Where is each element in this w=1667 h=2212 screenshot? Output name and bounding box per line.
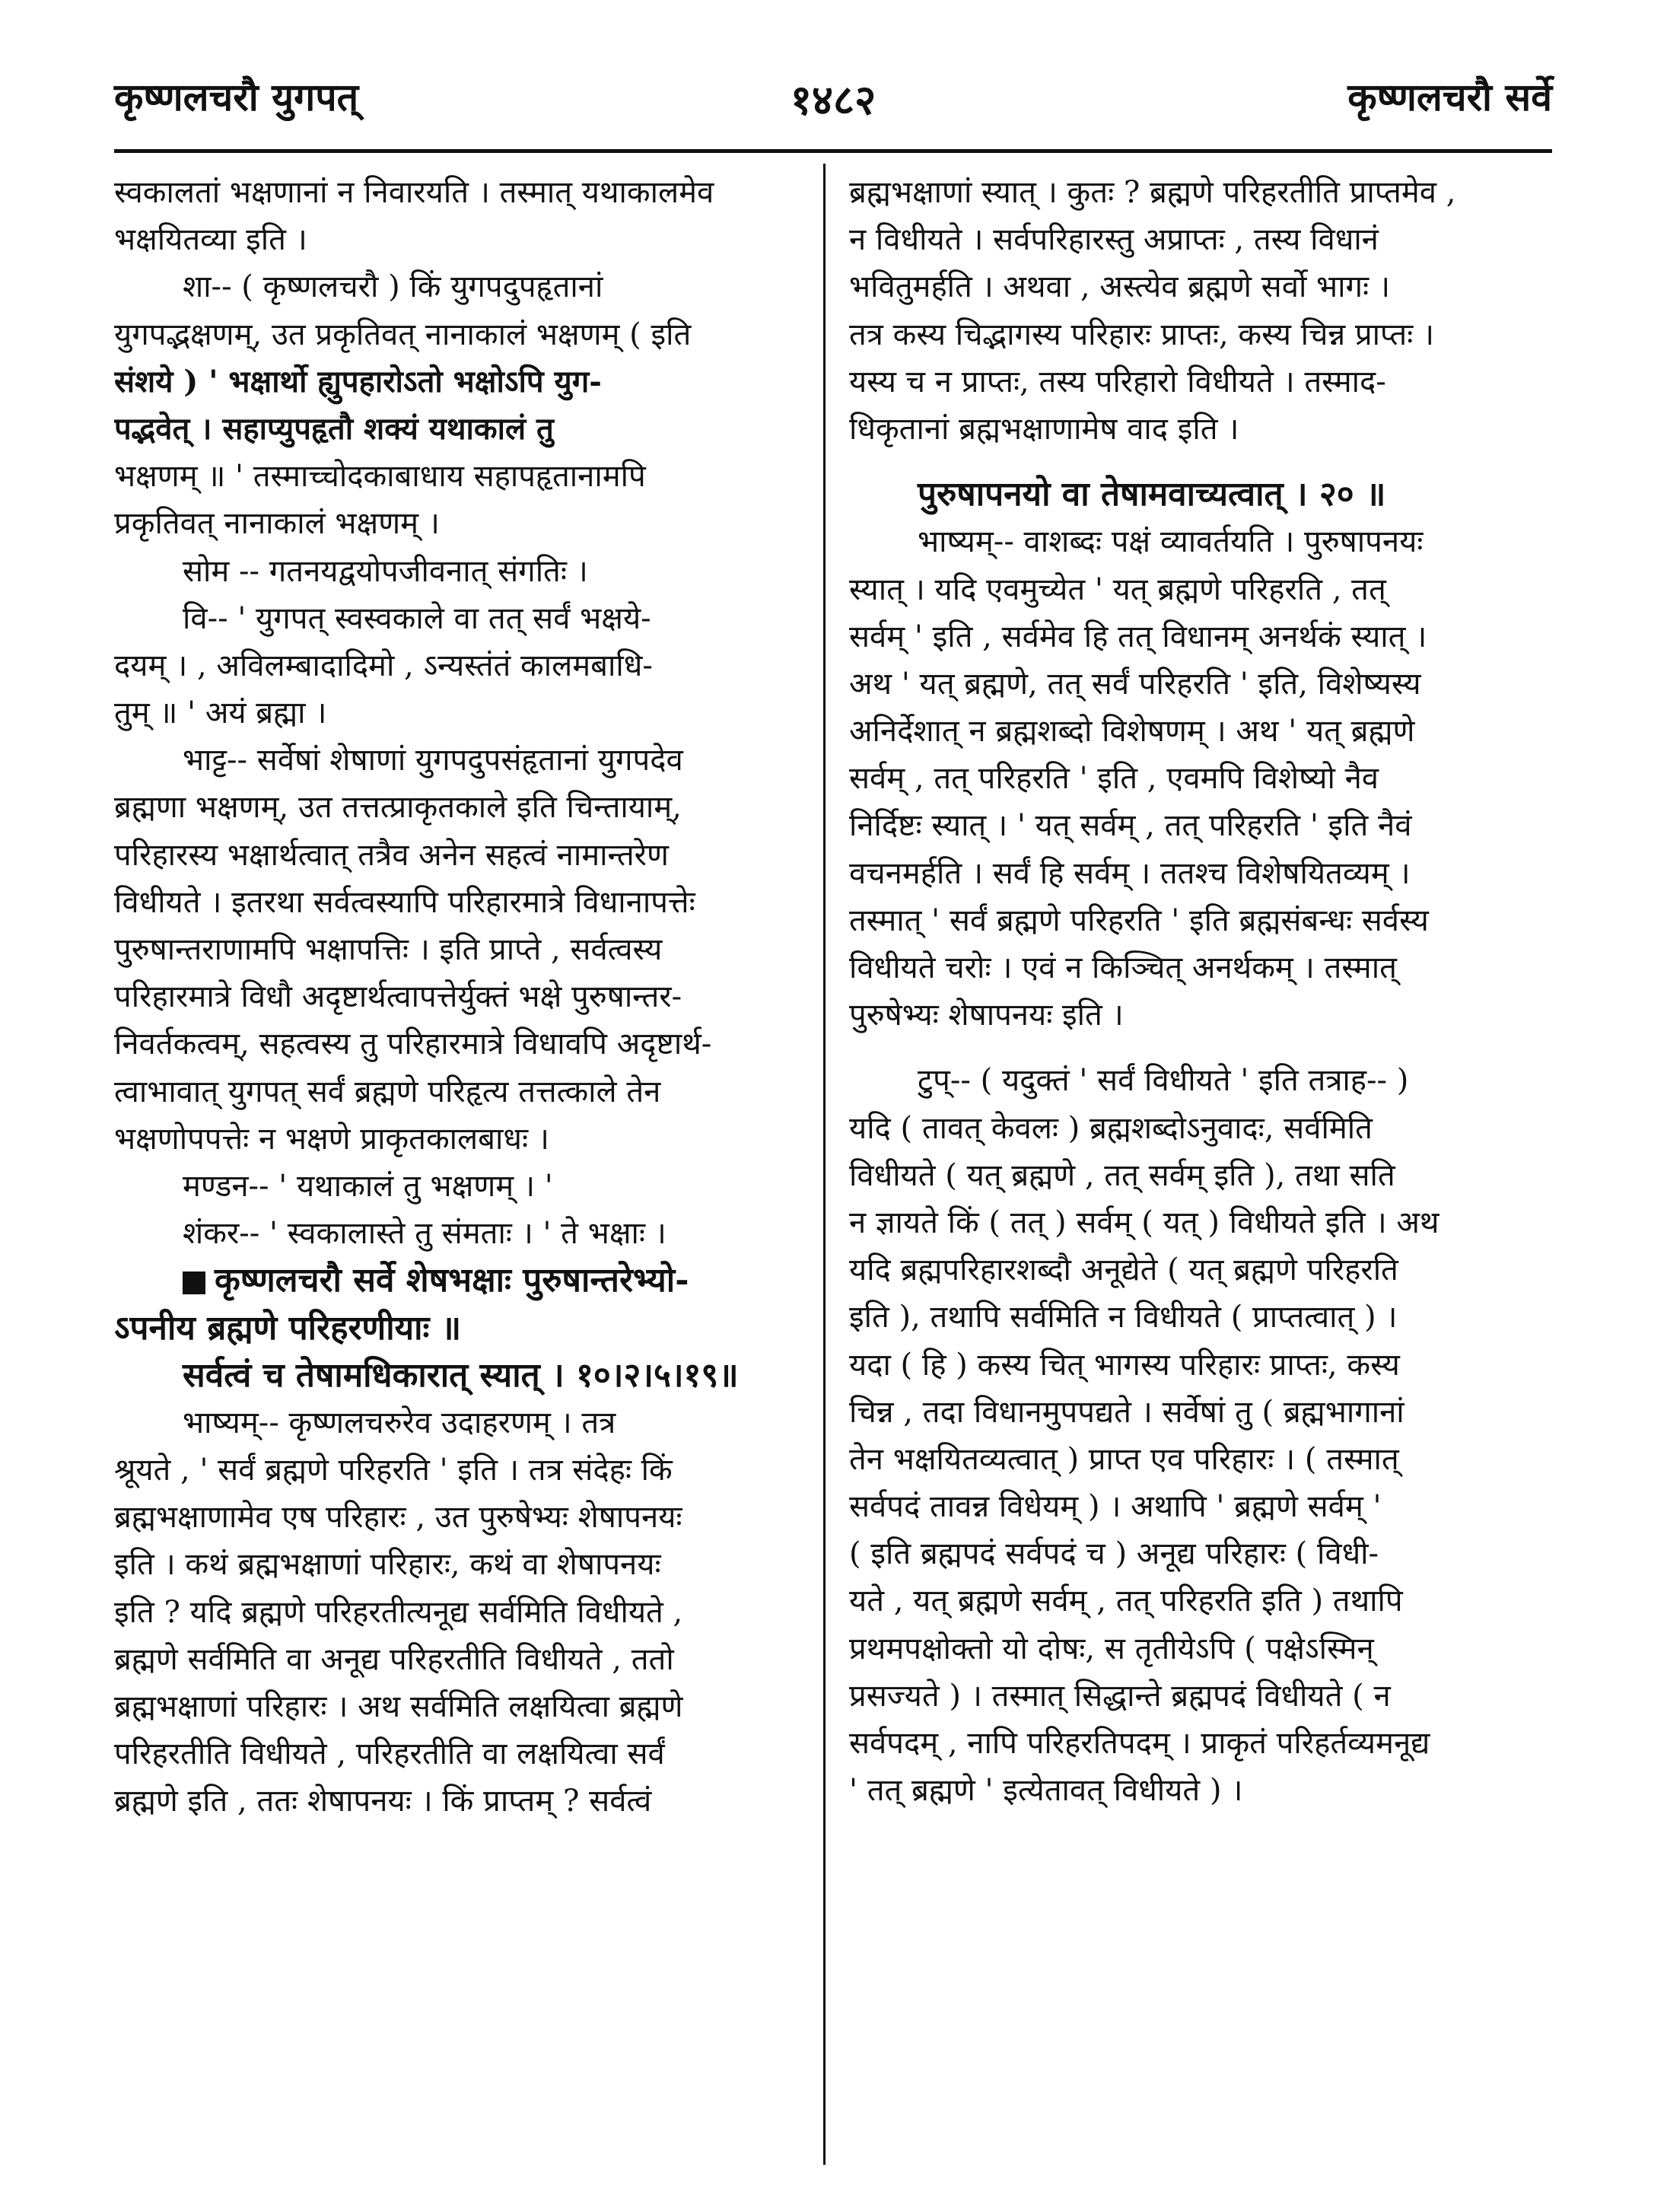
text-line: श्रूयते , ' सर्वं ब्रह्मणे परिहरति ' इति । तत्र संदेहः किं: [114, 1453, 673, 1488]
commentary-soma: सोम -- गतनयद्वयोपजीवनात् संगतिः ।: [183, 553, 588, 589]
text-line: पद्भवेत् । सहाप्युपहृतौ शक्यं यथाकालं तु: [114, 410, 554, 447]
text-line: ब्रह्मभक्षाणां परिहारः । अथ सर्वमिति लक्षयित्वा ब्रह्मणे: [114, 1689, 683, 1724]
text-line: ' तत् ब्रह्मणे ' इत्येतावत् विधीयते ) ।: [849, 1773, 1243, 1809]
commentary-vi: वि-- ' युगपत् स्वस्वकाले वा तत् सर्वं भक्षये-: [183, 600, 651, 636]
commentary-mandana: मण्डन-- ' यथाकालं तु भक्षणम् । ': [183, 1168, 553, 1204]
text-line: ( इति ब्रह्मपदं सर्वपदं च ) अनूद्य परिहारः ( विधी-: [849, 1536, 1379, 1572]
commentary-sha: शा-- ( कृष्णलचरौ ) किं युगपदुपहृतानां: [183, 269, 603, 305]
adhikarana-heading: [114, 1257, 799, 1304]
text-line: सर्वम् , तत् परिहरति ' इति , एवमपि विशेष्यो नैव: [849, 761, 1379, 797]
text-line: भवितुमर्हति । अथवा , अस्त्येव ब्रह्मणे सर्वो भागः ।: [849, 269, 1390, 305]
text-line: धिकृतानां ब्रह्मभक्षाणामेष वाद इति ।: [849, 411, 1239, 447]
text-line: ब्रह्मणे इति , ततः शेषापनयः । किं प्राप्तम् ? सर्वत्वं: [114, 1784, 652, 1819]
text-line: दयम् । , अविलम्बादादिमो , ऽन्यस्तंतं कालमबाधि-: [114, 648, 653, 683]
running-header: [114, 70, 1552, 131]
spacer: [849, 1039, 1552, 1057]
text-line: यदा ( हि ) कस्य चित् भागस्य परिहारः प्राप्तः, कस्य: [849, 1347, 1400, 1383]
adhikarana-heading-cont: ऽपनीय ब्रह्मणे परिहरणीयाः ॥: [114, 1308, 462, 1348]
text-line: चिन्न , तदा विधानमुपपद्यते । सर्वेषां तु ( ब्रह्मभागानां: [849, 1394, 1405, 1430]
text-line: पुरुषान्तराणामपि भक्षापत्तिः । इति प्राप्ते , सर्वत्वस्य: [114, 932, 663, 967]
text-line: ब्रह्मभक्षाणामेव एष परिहारः , उत पुरुषेभ्यः शेषापनयः: [114, 1500, 682, 1536]
text-line: भक्षयितव्या इति ।: [114, 222, 307, 258]
text-line: प्रसज्यते ) । तस्मात् सिद्धान्ते ब्रह्मपदं विधीयते ( न: [849, 1678, 1391, 1714]
text-line: यदि ब्रह्मपरिहारशब्दौ अनूद्येते ( यत् ब्रह्मणे परिहरति: [849, 1252, 1398, 1288]
text-line: परिहारस्य भक्षार्थत्वात् तत्रैव अनेन सहत्वं नामान्तरेण: [114, 837, 669, 873]
text-line: अनिर्देशात् न ब्रह्मशब्दो विशेषणम् । अथ ' यत् ब्रह्मणे: [849, 714, 1415, 750]
sutra-19: सर्वत्वं च तेषामधिकारात् स्यात् । १०।२।५।१९॥: [183, 1355, 739, 1395]
text-line: संशये ) ' भक्षार्थो ह्युपहारोऽतो भक्षोऽपि युग-: [114, 363, 602, 399]
text-line: इति । कथं ब्रह्मभक्षाणां परिहारः, कथं वा शेषापनयः: [114, 1547, 661, 1583]
text-line: प्रकृतिवत् नानाकालं भक्षणम् ।: [114, 506, 440, 542]
commentary-bhatta: भाट्ट-- सर्वेषां शेषाणां युगपदुपसंहृतानां युगपदेव: [183, 743, 683, 778]
text-line: परिहारमात्रे विधौ अदृष्टार्थत्वापत्तेर्युक्तं भक्षे पुरुषान्तर-: [114, 979, 682, 1015]
right-column: [849, 169, 1552, 2182]
text-line: भक्षणोपपत्तेः न भक्षणे प्राकृतकालबाधः ।: [114, 1121, 549, 1157]
text-line: वचनमर्हति । सर्वं हि सर्वम् । ततश्च विशेषयितव्यम् ।: [849, 855, 1411, 891]
text-line: यदि ( तावत् केवलः ) ब्रह्मशब्दोऽनुवादः, सर्वमिति: [849, 1110, 1373, 1146]
commentary-shankara: शंकर-- ' स्वकालास्ते तु संमताः । ' ते भक्षाः ।: [183, 1216, 666, 1252]
text-line: सर्वपदं तावन्न विधेयम् ) । अथापि ' ब्रह्मणे सर्वम् ': [849, 1489, 1382, 1525]
text-line: न ज्ञायते किं ( तत् ) सर्वम् ( यत् ) विधीयते इति । अथ: [849, 1205, 1440, 1240]
text-line: स्वकालतां भक्षणानां न निवारयति । तस्मात् यथाकालमेव: [114, 175, 714, 210]
text-line: यस्य च न प्राप्तः, तस्य परिहारो विधीयते । तस्माद-: [849, 364, 1386, 399]
text-line: न विधीयते । सर्वपरिहारस्तु अप्राप्तः , तस्य विधानं: [849, 222, 1379, 258]
left-column: [114, 169, 799, 2182]
text-line: ब्रह्मणा भक्षणम्, उत तत्तत्प्राकृतकाले इति चिन्तायाम्,: [114, 790, 682, 826]
text-line: विधीयते । इतरथा सर्वत्वस्यापि परिहारमात्रे विधानापत्तेः: [114, 884, 695, 920]
text-line: सर्वपदम् , नापि परिहरतिपदम् । प्राकृतं परिहर्तव्यमनूद्य: [849, 1726, 1430, 1761]
text-line: यते , यत् ब्रह्मणे सर्वम् , तत् परिहरति इति ) तथापि: [849, 1583, 1403, 1619]
text-line: तस्मात् ' सर्वं ब्रह्मणे परिहरति ' इति ब्रह्मसंबन्धः सर्वस्य: [849, 902, 1429, 938]
text-line: अथ ' यत् ब्रह्मणे, तत् सर्वं परिहरति ' इति, विशेष्यस्य: [849, 666, 1421, 702]
text-line: भक्षणम् ॥ ' तस्माच्चोदकाबाधाय सहापहृतानामपि: [114, 459, 646, 495]
text-line: सर्वम् ' इति , सर्वमेव हि तत् विधानम् अनर्थकं स्यात् ।: [849, 619, 1427, 654]
commentary-tup: टुप्-- ( यदुक्तं ' सर्वं विधीयते ' इति तत्राह-- ): [918, 1063, 1409, 1099]
column-divider: [823, 164, 826, 2165]
text-line: निर्दिष्टः स्यात् । ' यत् सर्वम् , तत् परिहरति ' इति नैवं: [849, 808, 1412, 844]
bhashya-heading: भाष्यम्-- वाशब्दः पक्षं व्यावर्तयति । पुरुषापनयः: [918, 524, 1424, 560]
text-line: ब्रह्मणे सर्वमिति वा अनूद्य परिहरतीति विधीयते , ततो: [114, 1641, 674, 1677]
text-line: युगपद्भक्षणम्, उत प्रकृतिवत् नानाकालं भक्षणम् ( इति: [114, 317, 692, 352]
text-line: विधीयते ( यत् ब्रह्मणे , तत् सर्वम् इति ), तथा सति: [849, 1157, 1395, 1193]
bhashya-heading: भाष्यम्-- कृष्णलचरुरेव उदाहरणम् । तत्र: [183, 1405, 616, 1440]
text-line: विधीयते चरोः । एवं न किञ्चित् अनर्थकम् । तस्मात्: [849, 950, 1397, 985]
text-line: तुम् ॥ ' अयं ब्रह्मा ।: [114, 695, 327, 731]
page-number: १४८२: [790, 75, 876, 124]
header-right-keyword: कृष्णलचरौ सर्वे: [1347, 75, 1552, 119]
text-line: ब्रह्मभक्षाणां स्यात् । कुतः ? ब्रह्मणे परिहरतीति प्राप्तमेव ,: [849, 175, 1456, 210]
text-line: त्वाभावात् युगपत् सर्वं ब्रह्मणे परिहृत्य तत्तत्काले तेन: [114, 1074, 661, 1109]
text-line: स्यात् । यदि एवमुच्येत ' यत् ब्रह्मणे परिहरति , तत्: [849, 571, 1386, 607]
text-line: इति ), तथापि सर्वमिति न विधीयते ( प्राप्तत्वात् ) ।: [849, 1300, 1398, 1335]
adhikarana-heading-text: कृष्णलचरौ सर्वे शेषभक्षाः पुरुषान्तरेभ्यो-: [215, 1261, 689, 1300]
header-divider: [114, 149, 1552, 153]
sutra-20: पुरुषापनयो वा तेषामवाच्यत्वात् । २० ॥: [918, 475, 1386, 514]
text-line: पुरुषेभ्यः शेषापनयः इति ।: [849, 998, 1124, 1033]
text-line: तत्र कस्य चिद्भागस्य परिहारः प्राप्तः, कस्य चिन्न प्राप्तः ।: [849, 317, 1435, 352]
header-left-keyword: कृष्णलचरौ युगपत्: [114, 75, 359, 119]
text-line: परिहरतीति विधीयते , परिहरतीति वा लक्षयित्वा सर्वं: [114, 1736, 665, 1772]
text-line: तेन भक्षयितव्यत्वात् ) प्राप्त एव परिहारः । ( तस्मात्: [849, 1441, 1399, 1477]
spacer: [849, 453, 1552, 471]
text-line: निवर्तकत्वम्, सहत्वस्य तु परिहारमात्रे विधावपि अदृष्टार्थ-: [114, 1026, 712, 1062]
text-line: इति ? यदि ब्रह्मणे परिहरतीत्यनूद्य सर्वमिति विधीयते ,: [114, 1594, 683, 1630]
text-line: प्रथमपक्षोक्तो यो दोषः, स तृतीयेऽपि ( पक्षेऽस्मिन्: [849, 1631, 1374, 1666]
section-marker-icon: [183, 1272, 205, 1294]
